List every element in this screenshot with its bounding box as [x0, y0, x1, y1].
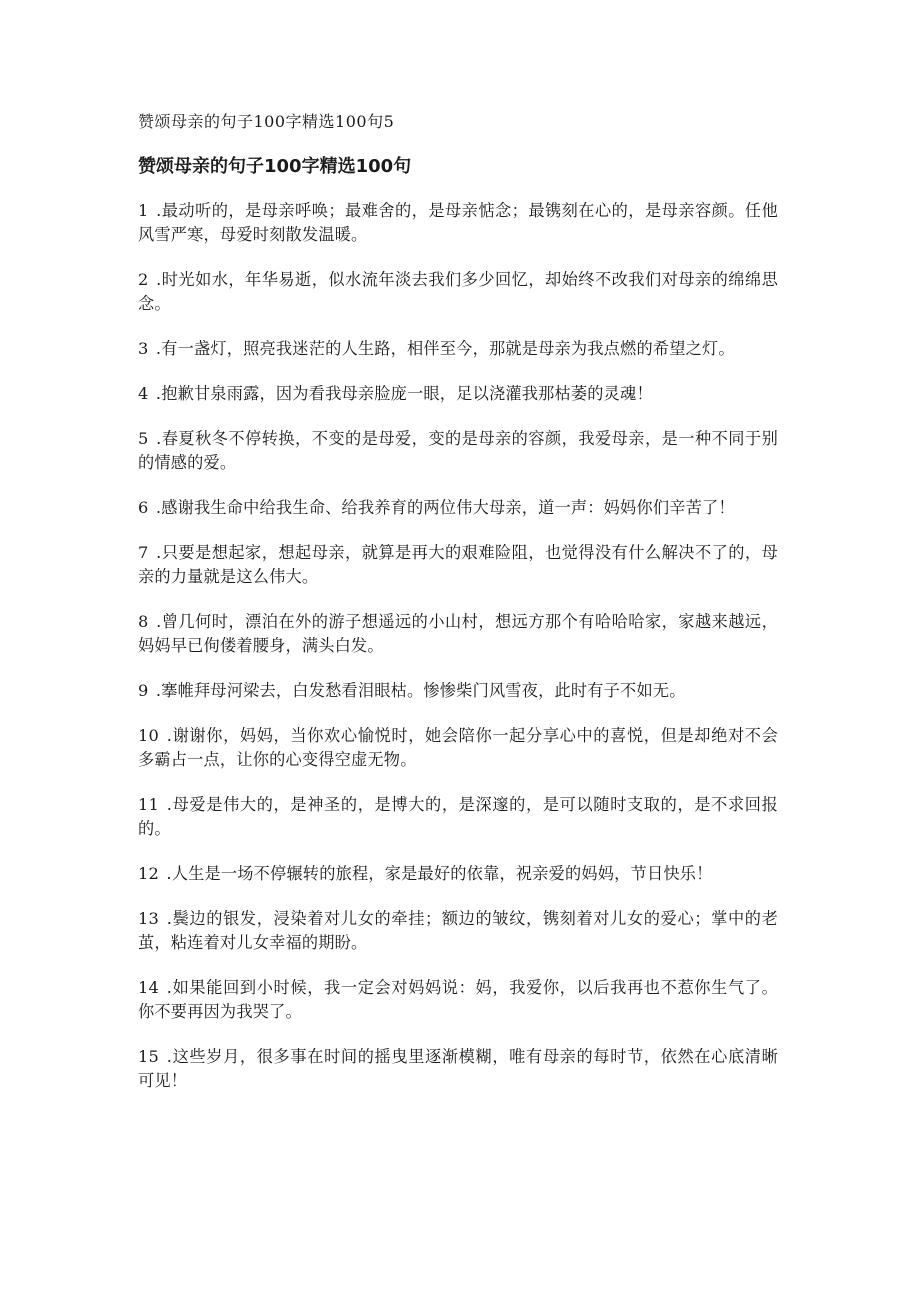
document-title: 赞颂母亲的句子100字精选100句	[138, 156, 412, 177]
sentence-number: 6	[138, 498, 149, 517]
sentence-number: 1	[138, 201, 149, 220]
sentence-text: .时光如水，年华易逝，似水流年淡去我们多少回忆，却始终不改我们对母亲的绵绵思念。	[138, 270, 778, 313]
sentence-item	[138, 541, 778, 589]
sentence-number: 3	[138, 339, 149, 358]
sentence-number: 13	[138, 909, 159, 928]
sentence-item	[138, 724, 778, 772]
sentence-number: 10	[138, 726, 159, 745]
sentence-item	[138, 679, 778, 703]
sentence-list	[138, 199, 778, 1114]
sentence-text: .这些岁月，很多事在时间的摇曳里逐渐模糊，唯有母亲的每时节，依然在心底清晰可见！	[138, 1047, 778, 1090]
sentence-item	[138, 862, 778, 886]
sentence-number: 4	[138, 384, 149, 403]
sentence-item	[138, 1045, 778, 1093]
sentence-item	[138, 496, 778, 520]
sentence-text: .搴帷拜母河梁去，白发愁看泪眼枯。惨惨柴门风雪夜，此时有子不如无。	[155, 681, 686, 700]
sentence-text: .人生是一场不停辗转的旅程，家是最好的依靠，祝亲爱的妈妈，节日快乐！	[166, 864, 713, 883]
sentence-number: 11	[138, 795, 159, 814]
sentence-number: 2	[138, 270, 149, 289]
sentence-number: 7	[138, 543, 149, 562]
sentence-item	[138, 199, 778, 247]
sentence-number: 15	[138, 1047, 159, 1066]
sentence-text: .有一盏灯，照亮我迷茫的人生路，相伴至今，那就是母亲为我点燃的希望之灯。	[155, 339, 735, 358]
sentence-item	[138, 268, 778, 316]
sentence-item	[138, 976, 778, 1024]
sentence-text: .感谢我生命中给我生命、给我养育的两位伟大母亲，道一声：妈妈你们辛苦了！	[155, 498, 735, 517]
sentence-text: .母爱是伟大的，是神圣的，是博大的，是深邃的，是可以随时支取的，是不求回报的。	[138, 795, 778, 838]
sentence-item	[138, 907, 778, 955]
sentence-item	[138, 427, 778, 475]
sentence-text: .最动听的，是母亲呼唤；最难舍的，是母亲惦念；最镌刻在心的，是母亲容颜。任他风雪严寒，母爱时刻散发温暖。	[138, 201, 778, 244]
sentence-item	[138, 337, 778, 361]
sentence-text: .只要是想起家，想起母亲，就算是再大的艰难险阻，也觉得没有什么解决不了的，母亲的力量就是这么伟大。	[138, 543, 778, 586]
document-header: 赞颂母亲的句子100字精选100句5	[138, 112, 395, 131]
sentence-item	[138, 382, 778, 406]
sentence-number: 5	[138, 429, 149, 448]
sentence-text: .春夏秋冬不停转换，不变的是母爱，变的是母亲的容颜，我爱母亲，是一种不同于别的情感的爱。	[138, 429, 778, 472]
sentence-number: 9	[138, 681, 149, 700]
sentence-text: .曾几何时，漂泊在外的游子想遥远的小山村，想远方那个有哈哈哈家，家越来越远，妈妈早已佝偻着腰身，满头白发。	[138, 612, 778, 655]
sentence-text: .抱歉甘泉雨露，因为看我母亲脸庞一眼，足以浇灌我那枯萎的灵魂！	[155, 384, 653, 403]
sentence-item	[138, 793, 778, 841]
sentence-number: 12	[138, 864, 159, 883]
sentence-text: .谢谢你，妈妈，当你欢心愉悦时，她会陪你一起分享心中的喜悦，但是却绝对不会多霸占一点，让你的心变得空虚无物。	[138, 726, 778, 769]
sentence-text: .如果能回到小时候，我一定会对妈妈说：妈，我爱你，以后我再也不惹你生气了。你不要再因为我哭了。	[138, 978, 778, 1021]
sentence-number: 8	[138, 612, 149, 631]
sentence-number: 14	[138, 978, 159, 997]
sentence-text: .鬓边的银发，浸染着对儿女的牵挂；额边的皱纹，镌刻着对儿女的爱心；掌中的老茧，粘连着对儿女幸福的期盼。	[138, 909, 778, 952]
sentence-item	[138, 610, 778, 658]
